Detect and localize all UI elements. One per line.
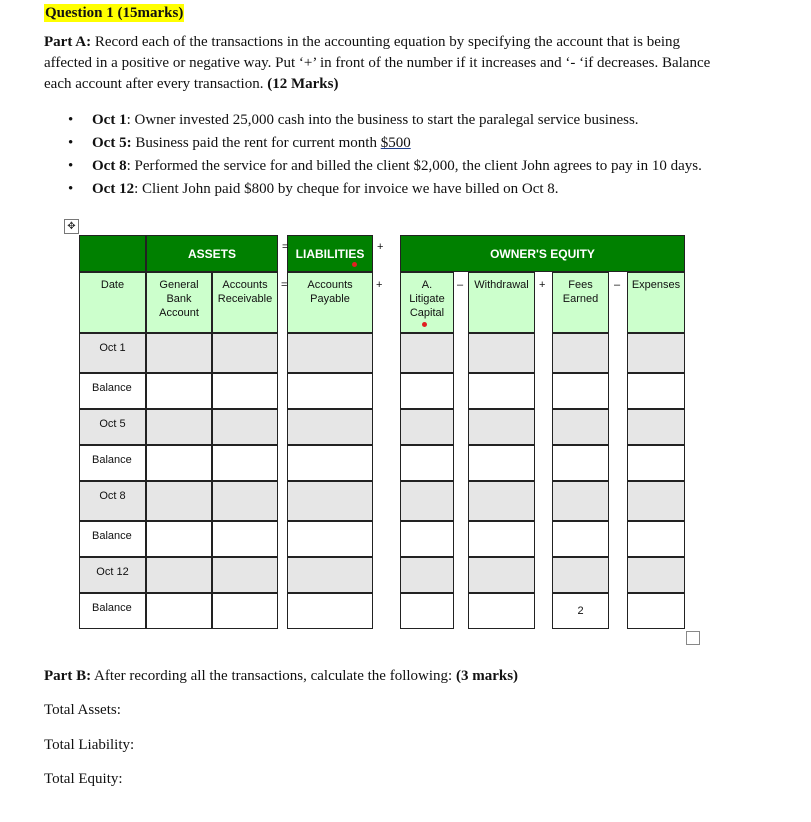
part-a-marks: (12 Marks)	[267, 76, 339, 92]
row-label: Oct 5	[79, 409, 146, 445]
column-header-fees: Fees Earned	[552, 272, 609, 333]
entry-cell-capital[interactable]	[400, 557, 454, 593]
part-b-text: After recording all the transactions, calculate the following:	[91, 668, 456, 684]
column-header-expenses: Expenses	[627, 272, 685, 333]
entry-cell-ar[interactable]	[212, 557, 278, 593]
entry-cell-withdrawal[interactable]	[468, 409, 535, 445]
part-b-label: Part B:	[44, 668, 92, 684]
entry-cell-fees[interactable]	[552, 333, 609, 373]
entry-cell-bank[interactable]	[146, 445, 212, 481]
entry-cell-ar[interactable]	[212, 333, 278, 373]
header-assets: ASSETS	[146, 235, 278, 272]
operator-eq2: =	[281, 279, 288, 291]
entry-cell-fees[interactable]: 2	[552, 593, 609, 629]
entry-cell-ar[interactable]	[212, 409, 278, 445]
entry-cell-bank[interactable]	[146, 557, 212, 593]
entry-cell-ar[interactable]	[212, 593, 278, 629]
entry-cell-bank[interactable]	[146, 593, 212, 629]
column-header-date: Date	[79, 272, 146, 333]
entry-cell-withdrawal[interactable]	[468, 593, 535, 629]
entry-cell-ar[interactable]	[212, 481, 278, 521]
entry-cell-ap[interactable]	[287, 445, 373, 481]
row-label: Oct 12	[79, 557, 146, 593]
entry-cell-capital[interactable]	[400, 521, 454, 557]
entry-cell-capital[interactable]	[400, 593, 454, 629]
entry-cell-withdrawal[interactable]	[468, 481, 535, 521]
entry-cell-bank[interactable]	[146, 373, 212, 409]
entry-cell-ar[interactable]	[212, 445, 278, 481]
entry-cell-withdrawal[interactable]	[468, 521, 535, 557]
entry-cell-capital[interactable]	[400, 481, 454, 521]
transaction-amount: $500	[380, 135, 411, 151]
row-label: Oct 1	[79, 333, 146, 373]
entry-cell-bank[interactable]	[146, 333, 212, 373]
entry-cell-ap[interactable]	[287, 481, 373, 521]
entry-cell-bank[interactable]	[146, 409, 212, 445]
header-date-blank	[79, 235, 146, 272]
transaction-text: : Client John paid $800 by cheque for invoice we have billed on Oct 8.	[134, 181, 559, 197]
transaction-date: Oct 5:	[92, 135, 132, 151]
entry-cell-fees[interactable]	[552, 445, 609, 481]
transaction-text: Business paid the rent for current month	[131, 135, 381, 151]
entry-cell-ar[interactable]	[212, 373, 278, 409]
entry-cell-fees[interactable]	[552, 373, 609, 409]
column-header-bank: General Bank Account	[146, 272, 212, 333]
column-header-capital: A. Litigate Capital	[400, 272, 454, 333]
transaction-item	[68, 133, 718, 154]
transaction-item	[68, 156, 718, 177]
entry-cell-expenses[interactable]	[627, 445, 685, 481]
transaction-item	[68, 179, 718, 200]
entry-cell-withdrawal[interactable]	[468, 557, 535, 593]
entry-cell-expenses[interactable]	[627, 593, 685, 629]
transaction-date: Oct 12	[92, 181, 135, 197]
column-header-withdrawal: Withdrawal	[468, 272, 535, 333]
operator-eq1: =	[282, 241, 289, 253]
entry-cell-ap[interactable]	[287, 593, 373, 629]
entry-cell-fees[interactable]	[552, 409, 609, 445]
row-label: Balance	[79, 593, 146, 629]
row-label: Balance	[79, 521, 146, 557]
operator-plus1: +	[377, 241, 384, 253]
transaction-item	[68, 110, 718, 131]
entry-cell-fees[interactable]	[552, 557, 609, 593]
question-title: Question 1 (15marks)	[45, 5, 184, 21]
operator-minus1: –	[457, 279, 464, 291]
entry-cell-expenses[interactable]	[627, 409, 685, 445]
entry-cell-ap[interactable]	[287, 521, 373, 557]
entry-cell-capital[interactable]	[400, 409, 454, 445]
transaction-date: Oct 1	[92, 112, 127, 128]
total-assets-label: Total Assets:	[44, 702, 121, 718]
entry-cell-expenses[interactable]	[627, 557, 685, 593]
table-resize-handle[interactable]	[686, 631, 700, 645]
entry-cell-withdrawal[interactable]	[468, 333, 535, 373]
entry-cell-expenses[interactable]	[627, 521, 685, 557]
red-marker-icon	[422, 322, 427, 327]
entry-cell-capital[interactable]	[400, 445, 454, 481]
entry-cell-ap[interactable]	[287, 409, 373, 445]
entry-cell-ap[interactable]	[287, 373, 373, 409]
entry-cell-bank[interactable]	[146, 481, 212, 521]
entry-cell-bank[interactable]	[146, 521, 212, 557]
entry-cell-expenses[interactable]	[627, 373, 685, 409]
entry-cell-withdrawal[interactable]	[468, 373, 535, 409]
entry-cell-ap[interactable]	[287, 557, 373, 593]
part-a-instructions	[44, 32, 724, 95]
part-a-text: Record each of the transactions in the accounting equation by specifying the account that is being affected in a positive or negative way. Put ‘+’ in front of the number if it increases and ‘- ‘if decreases. Balance each account after every transaction.	[44, 34, 711, 92]
transaction-text: : Owner invested 25,000 cash into the business to start the paralegal service business.	[126, 112, 639, 128]
transaction-text: : Performed the service for and billed the client $2,000, the client John agrees to pay in 10 days.	[126, 158, 702, 174]
part-b-instructions	[44, 666, 518, 686]
row-label: Balance	[79, 373, 146, 409]
part-a-label: Part A:	[44, 34, 92, 50]
row-label: Oct 8	[79, 481, 146, 521]
entry-cell-ap[interactable]	[287, 333, 373, 373]
total-liability-label: Total Liability:	[44, 737, 135, 753]
entry-cell-withdrawal[interactable]	[468, 445, 535, 481]
entry-cell-capital[interactable]	[400, 373, 454, 409]
row-label: Balance	[79, 445, 146, 481]
header-owners-equity: OWNER'S EQUITY	[400, 235, 685, 272]
column-header-ar: Accounts Receivable	[212, 272, 278, 333]
transaction-date: Oct 8	[92, 158, 127, 174]
red-marker-icon	[352, 262, 357, 267]
operator-plus2: +	[376, 279, 383, 291]
entry-cell-fees[interactable]	[552, 521, 609, 557]
part-b-marks: (3 marks)	[455, 668, 519, 684]
operator-minus2: –	[614, 279, 621, 291]
total-equity-label: Total Equity:	[44, 771, 123, 787]
entry-cell-expenses[interactable]	[627, 333, 685, 373]
entry-cell-fees[interactable]	[552, 481, 609, 521]
operator-plus3: +	[539, 279, 546, 291]
column-header-ap: Accounts Payable	[287, 272, 373, 333]
entry-cell-ar[interactable]	[212, 521, 278, 557]
entry-cell-expenses[interactable]	[627, 481, 685, 521]
header-liabilities: LIABILITIES	[287, 235, 373, 272]
entry-cell-capital[interactable]	[400, 333, 454, 373]
transaction-list	[68, 110, 718, 202]
table-move-handle-icon[interactable]: ✥	[64, 219, 79, 234]
